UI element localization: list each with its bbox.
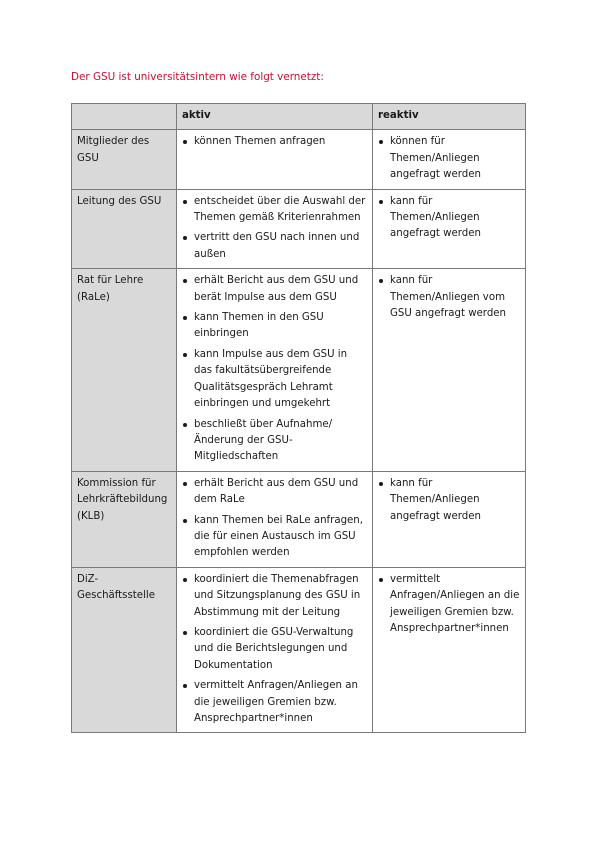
bullet-item: kann für Themen/Anliegen angefragt werden bbox=[378, 194, 520, 243]
table-row bbox=[72, 471, 526, 567]
role-cell: Mitglieder des GSU bbox=[72, 130, 177, 189]
aktiv-list bbox=[182, 273, 367, 465]
table-row bbox=[72, 189, 526, 269]
aktiv-list bbox=[182, 134, 367, 150]
aktiv-cell bbox=[177, 130, 373, 189]
bullet-item: kann für Themen/Anliegen angefragt werden bbox=[378, 476, 520, 525]
aktiv-list bbox=[182, 572, 367, 728]
reaktiv-cell bbox=[373, 269, 526, 471]
aktiv-cell bbox=[177, 567, 373, 733]
reaktiv-cell bbox=[373, 130, 526, 189]
bullet-item: kann Impulse aus dem GSU in das fakultätsübergreifende Qualitätsgespräch Lehramt einbringen und umgekehrt bbox=[182, 347, 367, 413]
reaktiv-list bbox=[378, 572, 520, 638]
aktiv-cell bbox=[177, 471, 373, 567]
header-role bbox=[72, 104, 177, 130]
reaktiv-cell bbox=[373, 567, 526, 733]
reaktiv-list bbox=[378, 476, 520, 525]
bullet-item: beschließt über Aufnahme/Änderung der GSU-Mitgliedschaften bbox=[182, 417, 367, 466]
intro-text: Der GSU ist universitätsintern wie folgt vernetzt: bbox=[71, 71, 324, 83]
aktiv-cell bbox=[177, 269, 373, 471]
reaktiv-list bbox=[378, 194, 520, 243]
bullet-item: kann Themen in den GSU einbringen bbox=[182, 310, 367, 343]
bullet-item: kann für Themen/Anliegen vom GSU angefragt werden bbox=[378, 273, 520, 322]
role-cell: DiZ-Geschäftsstelle bbox=[72, 567, 177, 733]
table-row bbox=[72, 269, 526, 471]
bullet-item: koordiniert die Themenabfragen und Sitzungsplanung des GSU in Abstimmung mit der Leitung bbox=[182, 572, 367, 621]
network-table bbox=[71, 103, 526, 733]
role-cell: Kommission für Lehrkräftebildung (KLB) bbox=[72, 471, 177, 567]
bullet-item: können Themen anfragen bbox=[182, 134, 367, 150]
aktiv-list bbox=[182, 476, 367, 562]
reaktiv-cell bbox=[373, 189, 526, 269]
bullet-item: vermittelt Anfragen/Anliegen an die jeweiligen Gremien bzw. Ansprechpartner*innen bbox=[378, 572, 520, 638]
aktiv-list bbox=[182, 194, 367, 264]
bullet-item: vermittelt Anfragen/Anliegen an die jeweiligen Gremien bzw. Ansprechpartner*innen bbox=[182, 678, 367, 727]
reaktiv-list bbox=[378, 134, 520, 183]
reaktiv-cell bbox=[373, 471, 526, 567]
role-cell: Rat für Lehre (RaLe) bbox=[72, 269, 177, 471]
bullet-item: kann Themen bei RaLe anfragen, die für einen Austausch im GSU empfohlen werden bbox=[182, 513, 367, 562]
bullet-item: erhält Bericht aus dem GSU und berät Impulse aus dem GSU bbox=[182, 273, 367, 306]
role-cell: Leitung des GSU bbox=[72, 189, 177, 269]
header-aktiv: aktiv bbox=[177, 104, 373, 130]
bullet-item: erhält Bericht aus dem GSU und dem RaLe bbox=[182, 476, 367, 509]
table-row bbox=[72, 567, 526, 733]
bullet-item: können für Themen/Anliegen angefragt werden bbox=[378, 134, 520, 183]
aktiv-cell bbox=[177, 189, 373, 269]
table-row bbox=[72, 130, 526, 189]
bullet-item: koordiniert die GSU-Verwaltung und die Berichtslegungen und Dokumentation bbox=[182, 625, 367, 674]
bullet-item: vertritt den GSU nach innen und außen bbox=[182, 230, 367, 263]
table-header-row bbox=[72, 104, 526, 130]
header-reaktiv: reaktiv bbox=[373, 104, 526, 130]
bullet-item: entscheidet über die Auswahl der Themen gemäß Kriterienrahmen bbox=[182, 194, 367, 227]
reaktiv-list bbox=[378, 273, 520, 322]
